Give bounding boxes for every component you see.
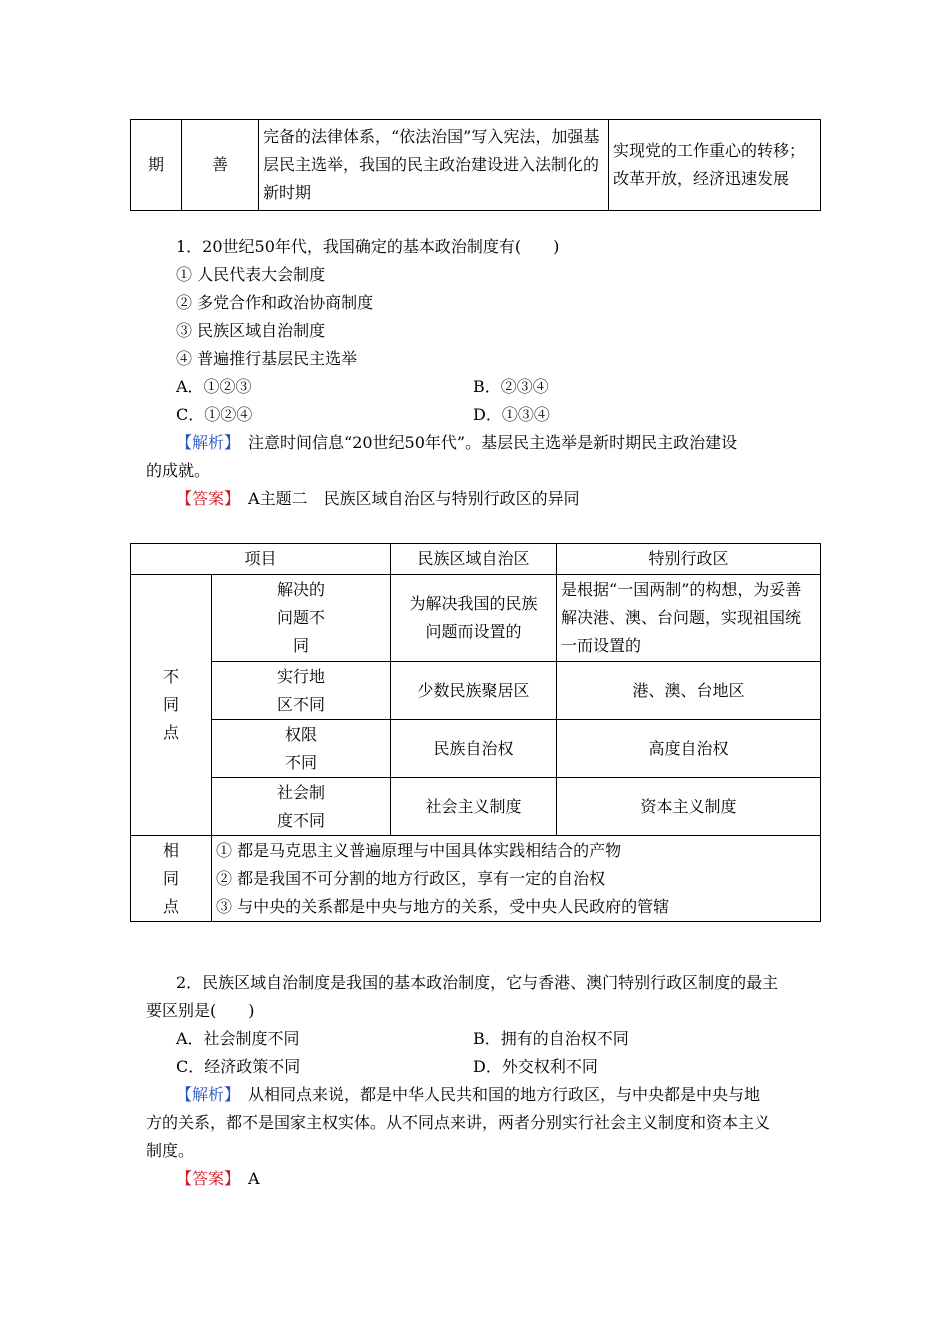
q2-analysis-text: 从相同点来说，都是中华人民共和国的地方行政区，与中央都是中央与地 xyxy=(232,1085,761,1104)
row-special: 港、澳、台地区 xyxy=(557,662,821,720)
political-cell: 完备的法律体系，“依法治国”写入宪法，加强基层民主选举，我国的民主政治建设进入法制化的新时期 xyxy=(259,120,609,211)
q2-option-b: B．拥有的自治权不同 xyxy=(473,1029,629,1048)
row-special: 高度自治权 xyxy=(557,720,821,778)
header-autonomous: 民族区域自治区 xyxy=(391,544,557,575)
q1-option-c: C．①②④ xyxy=(176,405,253,424)
period-table xyxy=(130,119,821,211)
q2-answer-text: A xyxy=(232,1169,260,1188)
row-item: 解决的 问题不 同 xyxy=(212,575,391,662)
header-special: 特别行政区 xyxy=(557,544,821,575)
q2-answer xyxy=(176,1169,260,1189)
q1-answer xyxy=(176,489,580,509)
q1-item-1: ① 人民代表大会制度 xyxy=(176,265,326,284)
row-item: 权限 不同 xyxy=(212,720,391,778)
q1-stem: 1．20世纪50年代，我国确定的基本政治制度有( ) xyxy=(176,237,560,256)
stage-cell: 善 xyxy=(182,120,259,211)
q1-option-b: B．②③④ xyxy=(473,377,549,396)
q2-analysis-tag: 【解析】 xyxy=(176,1085,233,1104)
q1-analysis xyxy=(176,433,737,453)
header-item: 项目 xyxy=(131,544,391,575)
row-autonomous: 为解决我国的民族 问题而设置的 xyxy=(391,575,557,662)
q2-option-c: C．经济政策不同 xyxy=(176,1057,301,1076)
same-point: ② 都是我国不可分割的地方行政区，享有一定的自治权 xyxy=(216,868,606,888)
diff-label: 不 同 点 xyxy=(131,575,212,836)
q2-option-d: D．外交权利不同 xyxy=(473,1057,598,1076)
period-cell: 期 xyxy=(131,120,182,211)
same-points xyxy=(212,836,821,922)
q2-analysis-line2: 方的关系，都不是国家主权实体。从不同点来讲，两者分别实行社会主义制度和资本主义 xyxy=(146,1113,771,1132)
q2-stem: 2．民族区域自治制度是我国的基本政治制度，它与香港、澳门特别行政区制度的最主 xyxy=(176,973,779,992)
comparison-table xyxy=(130,543,821,922)
q1-analysis-line2: 的成就。 xyxy=(146,461,211,480)
q2-analysis xyxy=(176,1085,760,1105)
q2-option-a: A．社会制度不同 xyxy=(176,1029,300,1048)
row-autonomous: 民族自治权 xyxy=(391,720,557,778)
row-special: 是根据“一国两制”的构想，为妥善解决港、澳、台问题，实现祖国统一而设置的 xyxy=(557,575,821,662)
q1-option-a: A．①②③ xyxy=(176,377,252,396)
q2-stem-line2: 要区别是( ) xyxy=(146,1001,255,1020)
q1-item-4: ④ 普遍推行基层民主选举 xyxy=(176,349,358,368)
q1-answer-text: A主题二 民族区域自治区与特别行政区的异同 xyxy=(232,489,580,508)
row-special: 资本主义制度 xyxy=(557,778,821,836)
row-item: 实行地 区不同 xyxy=(212,662,391,720)
q1-item-2: ② 多党合作和政治协商制度 xyxy=(176,293,374,312)
row-autonomous: 社会主义制度 xyxy=(391,778,557,836)
q1-item-3: ③ 民族区域自治制度 xyxy=(176,321,326,340)
same-point: ① 都是马克思主义普遍原理与中国具体实践相结合的产物 xyxy=(216,840,622,860)
row-item: 社会制 度不同 xyxy=(212,778,391,836)
q1-answer-tag: 【答案】 xyxy=(176,489,233,508)
economic-cell: 实现党的工作重心的转移；改革开放，经济迅速发展 xyxy=(609,120,821,211)
same-point: ③ 与中央的关系都是中央与地方的关系，受中央人民政府的管辖 xyxy=(216,896,670,916)
q1-option-d: D．①③④ xyxy=(473,405,550,424)
row-autonomous: 少数民族聚居区 xyxy=(391,662,557,720)
same-label: 相 同 点 xyxy=(131,836,212,922)
q2-analysis-line3: 制度。 xyxy=(146,1141,195,1160)
q1-analysis-text: 注意时间信息“20世纪50年代”。基层民主选举是新时期民主政治建设 xyxy=(232,433,738,452)
q2-answer-tag: 【答案】 xyxy=(176,1169,233,1188)
q1-analysis-tag: 【解析】 xyxy=(176,433,233,452)
